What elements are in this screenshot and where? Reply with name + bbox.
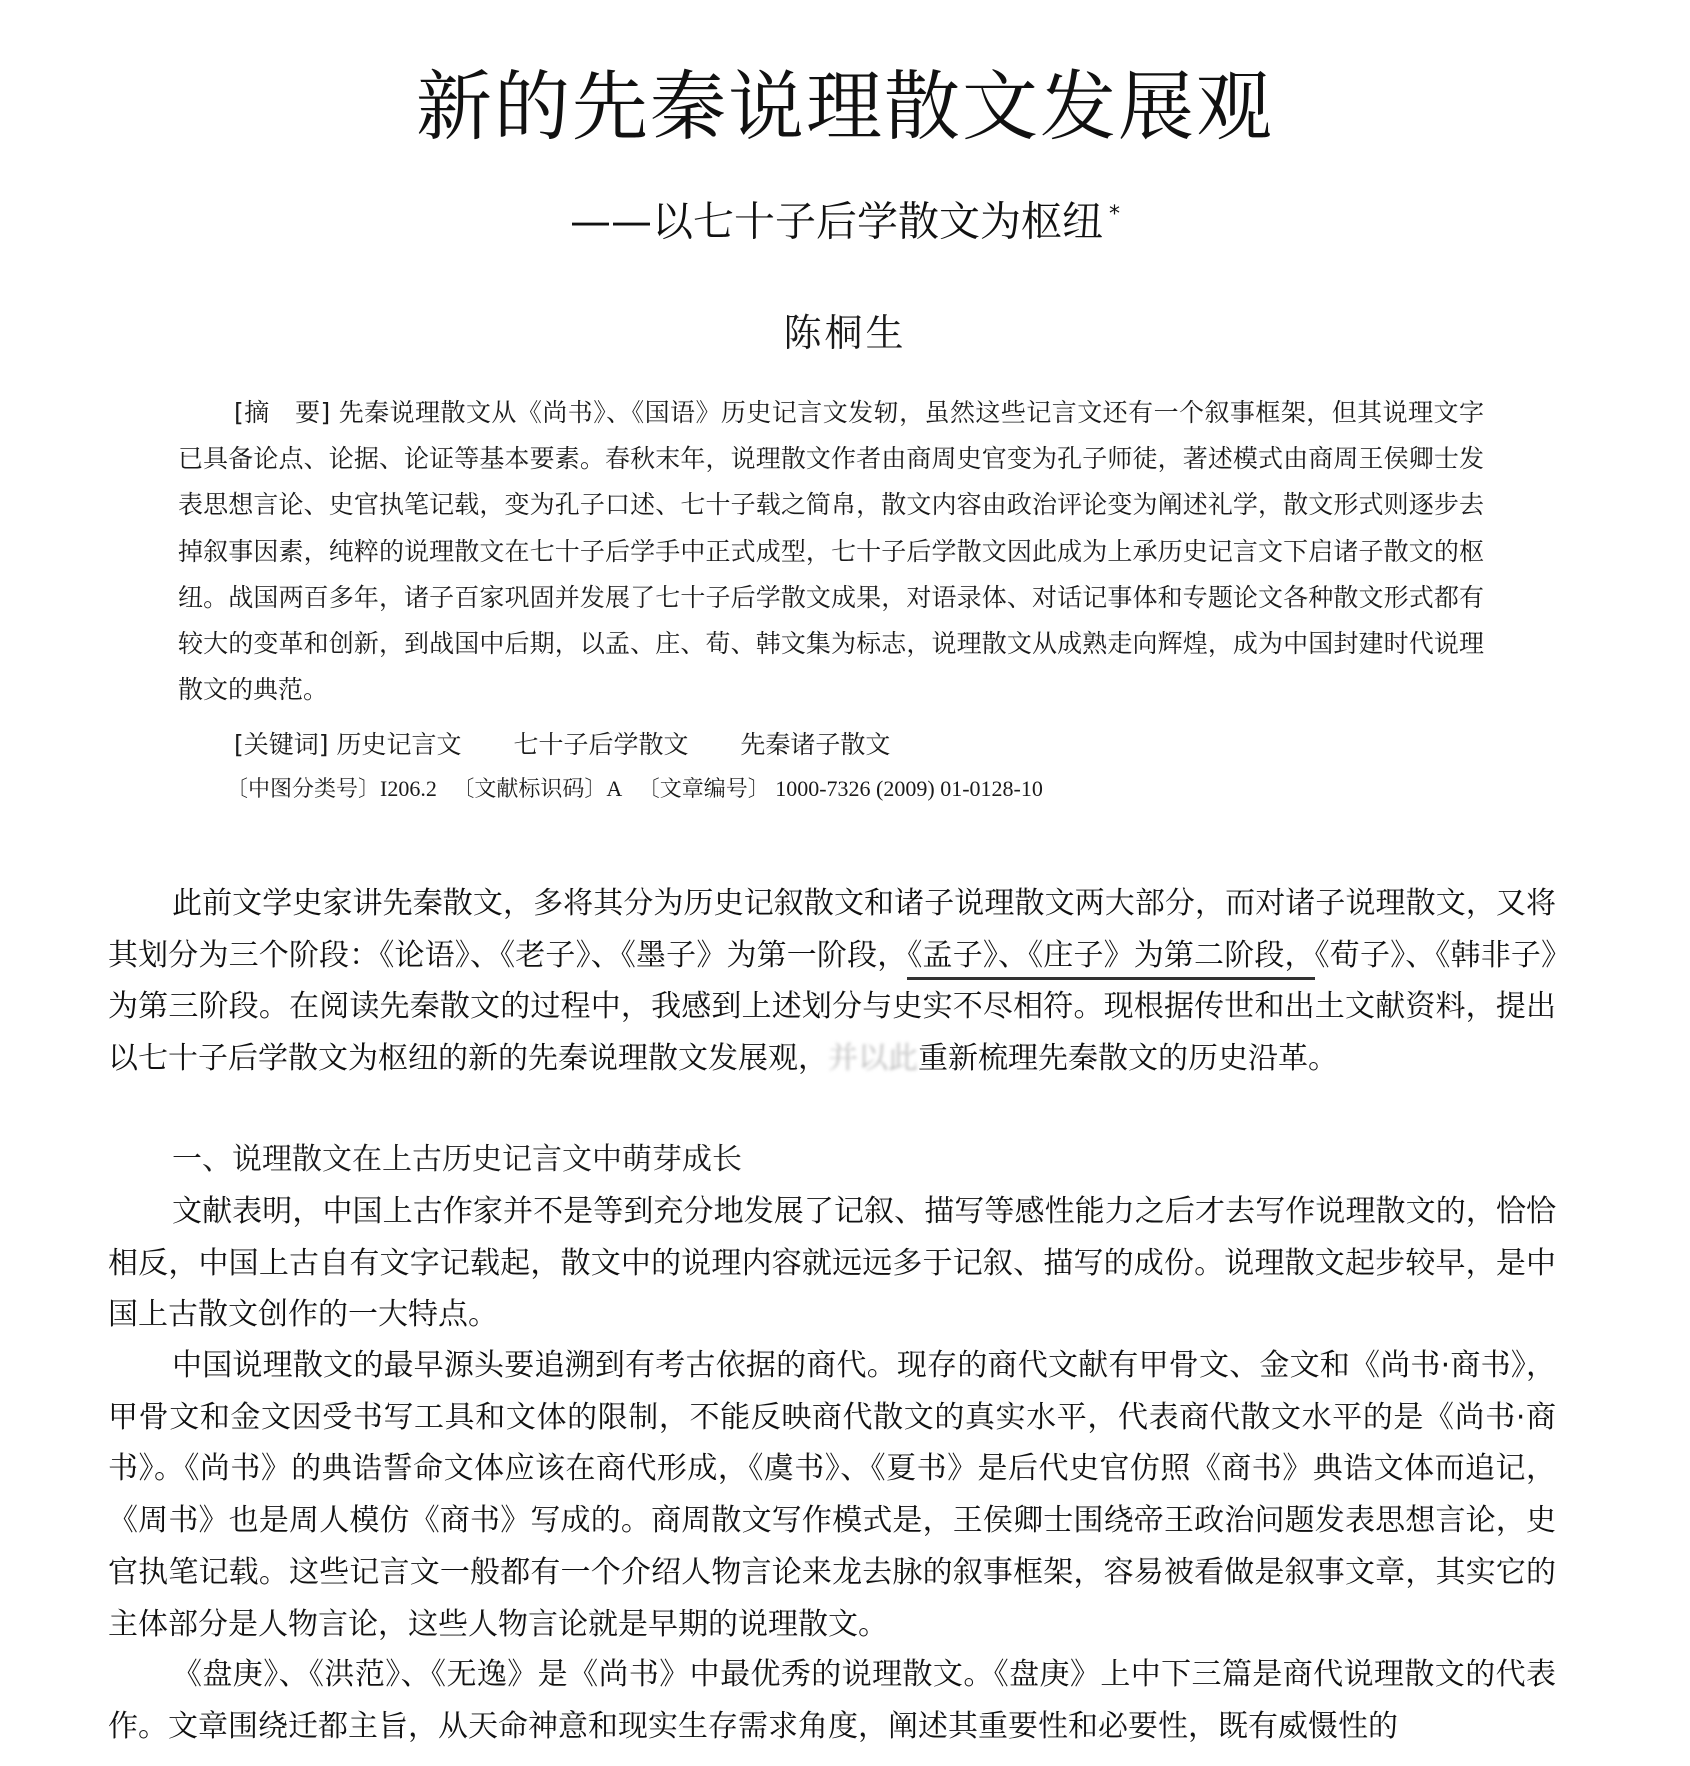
keywords-label: [关键词]: [234, 730, 329, 759]
article-number: 〔文章编号〕 1000-7326 (2009) 01-0128-10: [637, 776, 1043, 801]
body-paragraph-3: 中国说理散文的最早源头要追溯到有考古依据的商代。现存的商代文献有甲骨文、金文和《尚书·商书》，甲骨文和金文因受书写工具和文体的限制，不能反映商代散文的真实水平，代表商代散文水平的是《尚书·商书》。《尚书》的典诰誓命文体应该在商代形成，《虞书》、《夏书》是后代史官仿照《商书》典诰文体而追记，《周书》也是周人模仿《商书》写成的。商周散文写作模式是，王侯卿士围绕帝王政治问题发表思想言论，史官执笔记载。这些记言文一般都有一个介绍人物言论来龙去脉的叙事框架，容易被看做是叙事文章，其实它的主体部分是人物言论，这些人物言论就是早期的说理散文。: [108, 1348, 1556, 1642]
author-name: 陈桐生: [783, 311, 907, 355]
body-paragraph-1: 此前文学史家讲先秦散文，多将其分为历史记叙散文和诸子说理散文两大部分，而对诸子说理散文，又将其划分为三个阶段：《论语》、《老子》、《墨子》为第一阶段，《孟子》、《庄子》为第二阶段，《荀子》、《韩非子》为第三阶段。在阅读先秦散文的过程中，我感到上述划分与史实不尽相符。现根据传世和出土文献资料，提出以七十子后学散文为枢纽的新的先秦说理散文发展观，并以此重新梳理先秦散文的历史沿革。: [108, 886, 1557, 1077]
underlined-text: 《孟子》、《庄子》为第二阶段，: [907, 938, 1314, 980]
paper-title: 新的先秦说理散文发展观: [416, 62, 1274, 151]
smudged-text: 并以此: [828, 1041, 918, 1077]
classification-line: [226, 771, 1053, 807]
footnote-mark: *: [1109, 202, 1120, 227]
section-heading: 一、说理散文在上古历史记言文中萌芽成长: [172, 1142, 742, 1177]
keyword: 先秦诸子散文: [740, 730, 891, 759]
keywords-line: [234, 725, 934, 765]
class-number: 〔中图分类号〕I206.2: [226, 776, 437, 801]
body-paragraph-4: 《盘庚》、《洪范》、《无逸》是《尚书》中最优秀的说理散文。《盘庚》上中下三篇是商代说理散文的代表作。文章围绕迁都主旨，从天命神意和现实生存需求角度，阐述其重要性和必要性，既有威慑性的: [108, 1657, 1556, 1744]
keyword: 历史记言文: [336, 730, 462, 759]
body-paragraph-2: 文献表明，中国上古作家并不是等到充分地发展了记叙、描写等感性能力之后才去写作说理散文的，恰恰相反，中国上古自有文字记载起，散文中的说理内容就远远多于记叙、描写的成份。说理散文起步较早，是中国上古散文创作的一大特点。: [108, 1194, 1556, 1333]
abstract: [摘 要] 先秦说理散文从《尚书》、《国语》历史记言文发轫，虽然这些记言文还有一个叙事框架，但其说理文字已具备论点、论据、论证等基本要素。春秋末年，说理散文作者由商周史官变为孔子师徒，著述模式由商周王侯卿士发表思想言论、史官执笔记载，变为孔子口述、七十子载之简帛，散文内容由政治评论变为阐述礼学，散文形式则逐步去掉叙事因素，纯粹的说理散文在七十子后学手中正式成型，七十子后学散文因此成为上承历史记言文下启诸子散文的枢纽。战国两百多年，诸子百家巩固并发展了七十子后学散文成果，对语录体、对话记事体和专题论文各种散文形式都有较大的变革和创新，到战国中后期，以孟、庄、荀、韩文集为标志，说理散文从成熟走向辉煌，成为中国封建时代说理散文的典范。: [178, 398, 1484, 705]
keyword: 七十子后学散文: [513, 730, 689, 759]
subtitle-text: ——以七十子后学散文为枢纽: [570, 197, 1103, 246]
document-code: 〔文献标识码〕A: [452, 776, 623, 801]
paper-subtitle: [0, 190, 1690, 247]
